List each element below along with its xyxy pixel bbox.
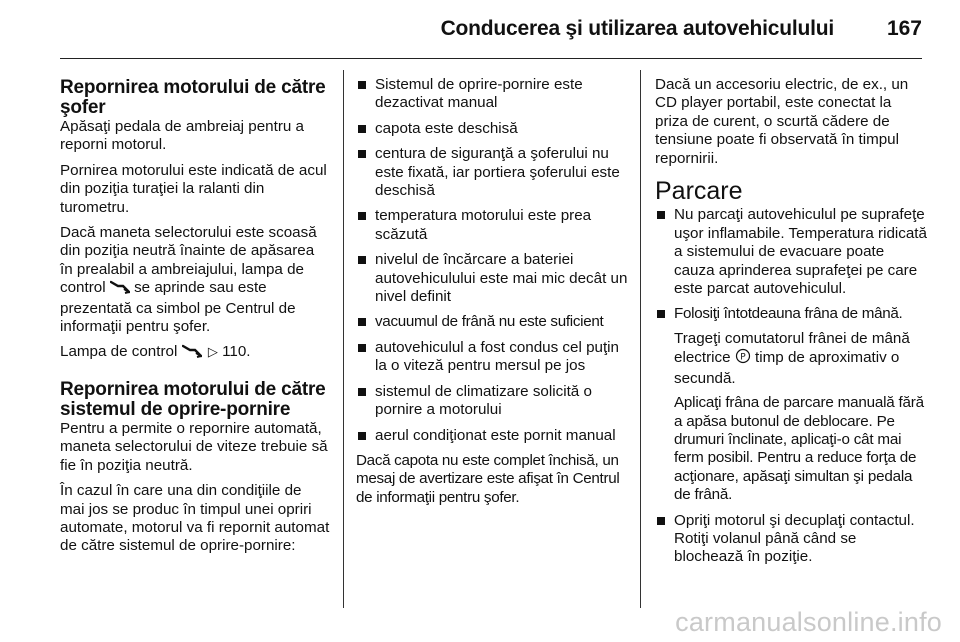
- list-item-text: aerul condiţionat este pornit manual: [375, 426, 616, 444]
- column-3: [655, 76, 927, 574]
- list-item-text: sistemul de climatizare solicită o pornire a motorului: [375, 382, 592, 419]
- page-reference-arrow-icon[interactable]: ▷: [207, 344, 218, 360]
- bullet-icon: [657, 517, 665, 525]
- page-number: 167: [886, 17, 922, 40]
- bullet-icon: [657, 211, 665, 219]
- page-reference-link[interactable]: 110.: [222, 343, 251, 361]
- paragraph: În cazul în care una din condiţiile de mai jos se produc în timpul unei opriri automate, motorul va fi repornit automat de către sistemul de oprire-pornire:: [60, 482, 330, 555]
- paragraph-text: Dacă maneta selectorului este scoasă din poziţia neutră înainte de apăsarea în prealabil a ambreiajului, lampa de control: [60, 224, 317, 297]
- condition-list: [356, 76, 628, 445]
- column-1: [60, 78, 330, 563]
- paragraph: Pentru a permite o repornire automată, maneta selectorului de viteze trebuie să fie în poziţia neutră.: [60, 419, 328, 474]
- bullet-icon: [358, 256, 366, 264]
- paragraph-text: Trageţi comutatorul frânei de mână electrice: [674, 329, 910, 367]
- list-item: [356, 145, 628, 200]
- list-item-text: Sistemul de oprire-pornire este dezactivat manual: [375, 76, 583, 112]
- paragraph: Dacă capota nu este complet închisă, un mesaj de avertizare este afişat în Centrul de informaţii pentru şofer.: [356, 451, 620, 506]
- bullet-icon: [657, 310, 665, 318]
- gear-shift-indicator-icon: [110, 280, 130, 299]
- list-item-text: Nu parcaţi autovehiculul pe suprafeţe uşor inflamabile. Temperatura ridicată a sistemului de evacuare poate cauza aprinderea suprafeţei pe care este parcat autovehiculul.: [674, 206, 927, 298]
- bullet-icon: [358, 318, 366, 326]
- list-item-text: Aplicaţi frâna de parcare manuală fără a apăsa butonul de deblocare. Pe drumuri înclinate, aplicaţi-o cât mai ferm posibil. Pentru a reduce forţa de acţionare, apăsaţi simultan şi pedala de frână.: [674, 394, 924, 504]
- paragraph: [60, 343, 330, 363]
- bullet-icon: [358, 344, 366, 352]
- list-item: [356, 120, 628, 138]
- column-2: [356, 76, 628, 514]
- page-header: [60, 0, 922, 59]
- list-item: [356, 76, 628, 113]
- list-item-text: temperatura motorului este prea scăzută: [375, 207, 592, 243]
- section-heading-system-restart: Repornirea motorului de către sistemul de oprire-pornire: [60, 378, 326, 420]
- svg-text:P: P: [740, 352, 746, 363]
- paragraph-text: Lampa de control: [60, 343, 178, 361]
- paragraph: Dacă un accesoriu electric, de ex., un CD player portabil, este conectat la priza de curent, o scurtă cădere de tensiune poate fi observată în timpul repornirii.: [655, 76, 909, 167]
- list-item-text: Opriţi motorul şi decuplaţi contactul. Rotiţi volanul până când se blochează în poziţie.: [674, 511, 915, 566]
- watermark: carmanualsonline.info: [675, 607, 942, 637]
- bullet-icon: [358, 388, 366, 396]
- list-item: [655, 206, 927, 298]
- list-item: [356, 427, 628, 445]
- bullet-icon: [358, 150, 366, 158]
- list-item: [356, 207, 628, 244]
- column-divider: [343, 70, 344, 608]
- list-item-text: capota este deschisă: [375, 119, 518, 137]
- list-item-text: nivelul de încărcare a bateriei autovehiculului este mai mic decât un nivel definit: [375, 251, 628, 306]
- list-item-text: [674, 330, 927, 388]
- bullet-icon: [358, 212, 366, 220]
- list-item: [655, 512, 927, 567]
- bullet-icon: [358, 432, 366, 440]
- list-item-text: Folosiţi întotdeauna frâna de mână.: [674, 305, 903, 323]
- column-divider: [640, 70, 641, 608]
- list-item: [356, 383, 628, 420]
- bullet-icon: [358, 125, 366, 133]
- list-item: [356, 313, 628, 331]
- list-item: [655, 305, 927, 504]
- bullet-icon: [358, 81, 366, 89]
- paragraph: [60, 224, 330, 336]
- list-item-text: vacuumul de frână nu este suficient: [375, 313, 604, 331]
- electric-parking-brake-icon: [735, 348, 751, 369]
- paragraph-text: se aprinde sau este prezentată ca simbol pe Centrul de informaţii pentru şofer.: [60, 279, 296, 336]
- section-heading-parking: Parcare: [655, 177, 743, 206]
- paragraph-text: timp de aproximativ o secundă.: [674, 349, 900, 387]
- list-item: [356, 251, 628, 306]
- list-item: [356, 339, 628, 376]
- list-item-text: centura de siguranţă a şoferului nu este fixată, iar portiera şoferului este deschisă: [375, 145, 620, 200]
- parking-list: [655, 206, 927, 566]
- gear-shift-indicator-icon: [182, 344, 202, 363]
- list-item-text: autovehiculul a fost condus cel puţin la o viteză pentru mersul pe jos: [375, 338, 620, 375]
- section-heading-driver-restart: Repornirea motorului de către şofer: [60, 77, 326, 118]
- paragraph: Apăsaţi pedala de ambreiaj pentru a reporni motorul.: [60, 118, 305, 154]
- paragraph: Pornirea motorului este indicată de acul din poziţia turaţiei la ralanti din turometru.: [60, 161, 327, 216]
- page-title: Conducerea şi utilizarea autovehiculului: [440, 17, 834, 40]
